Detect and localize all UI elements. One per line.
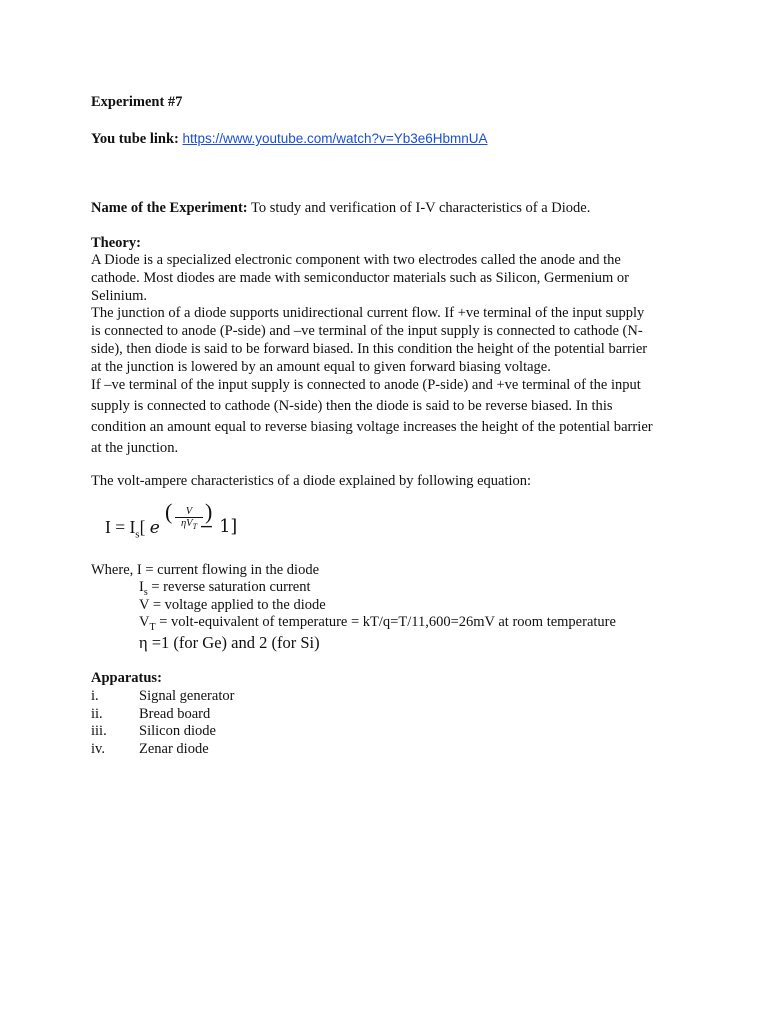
definition-is — [139, 579, 311, 598]
youtube-link[interactable]: https://www.youtube.com/watch?v=Yb3e6HbmnUA — [182, 131, 488, 146]
definition-v: V = voltage applied to the diode — [139, 597, 326, 613]
apparatus-item-number: ii. — [91, 706, 103, 722]
theory-line: cathode. Most diodes are made with semiconductor materials such as Silicon, Germenium or — [91, 269, 629, 286]
definition-where: Where, I = current flowing in the diode — [91, 562, 320, 578]
apparatus-item-text: Zenar diode — [139, 741, 209, 757]
theory-line: is connected to anode (P-side) and –ve terminal of the input supply is connected to cathode (N- — [91, 323, 643, 340]
apparatus-item-text: Bread board — [139, 706, 211, 722]
theory-line: The junction of a diode supports unidirectional current flow. If +ve terminal of the input supply — [91, 305, 645, 322]
exponent-numerator: V — [175, 506, 203, 518]
equation-lhs-text: I = I — [105, 517, 136, 537]
theory-line: supply is connected to cathode (N-side) then the diode is said to be reverse biased. In this — [91, 398, 613, 414]
theory-paragraph-2 — [91, 396, 673, 459]
theory-line: condition an amount equal to reverse biasing voltage increases the height of the potential barrier — [91, 419, 653, 435]
exponent-denominator-text: ηV — [180, 518, 193, 529]
youtube-line — [91, 131, 488, 148]
exponent-denominator-sub: T — [192, 522, 198, 532]
apparatus-item-number: iii. — [91, 723, 107, 739]
equation-intro: The volt-ampere characteristics of a diode explained by following equation: — [91, 473, 532, 489]
exponent-paren-close: ) — [205, 499, 213, 524]
equation-bracket: [ — [139, 517, 146, 537]
theory-line: Selinium. — [91, 287, 147, 304]
equation-base: e — [149, 518, 160, 538]
definition-vt — [139, 614, 616, 633]
theory-line: at the junction. — [91, 440, 179, 456]
apparatus-heading: Apparatus: — [91, 670, 162, 686]
definition-is-symbol: I — [139, 579, 144, 595]
definition-vt-text: = volt-equivalent of temperature = kT/q=T/11,600=26mV at room temperature — [155, 614, 616, 630]
equation-lhs-sub: s — [135, 528, 140, 541]
experiment-heading: Experiment #7 — [91, 94, 183, 110]
definition-eta: η =1 (for Ge) and 2 (for Si) — [139, 633, 320, 652]
equation-lhs — [105, 517, 160, 541]
theory-line: side), then diode is said to be forward biased. In this condition the height of the potential barrier — [91, 340, 648, 357]
definition-vt-sub: T — [149, 621, 156, 633]
exponent-paren-open: ( — [165, 499, 173, 524]
definition-is-sub: s — [143, 586, 148, 598]
apparatus-item-text: Signal generator — [139, 688, 235, 704]
theory-line: If –ve terminal of the input supply is connected to anode (P-side) and +ve terminal of the input — [91, 376, 641, 393]
equation-tail: − 1] — [199, 517, 238, 537]
experiment-name-label: Name of the Experiment: — [91, 200, 248, 216]
apparatus-item-text: Silicon diode — [139, 723, 216, 739]
theory-line: A Diode is a specialized electronic component with two electrodes called the anode and the — [91, 252, 621, 268]
theory-heading: Theory: — [91, 235, 141, 251]
definition-is-text: = reverse saturation current — [147, 579, 311, 595]
theory-line: at the junction is lowered by an amount equal to given forward biasing voltage. — [91, 358, 551, 375]
apparatus-item-number: iv. — [91, 741, 105, 757]
experiment-name-text: To study and verification of I-V characteristics of a Diode. — [251, 200, 591, 216]
theory-paragraph-1 — [91, 252, 673, 394]
apparatus-item-number: i. — [91, 688, 99, 704]
youtube-label: You tube link: — [91, 131, 179, 147]
definition-vt-symbol: V — [139, 614, 150, 630]
experiment-name-line — [91, 200, 590, 217]
